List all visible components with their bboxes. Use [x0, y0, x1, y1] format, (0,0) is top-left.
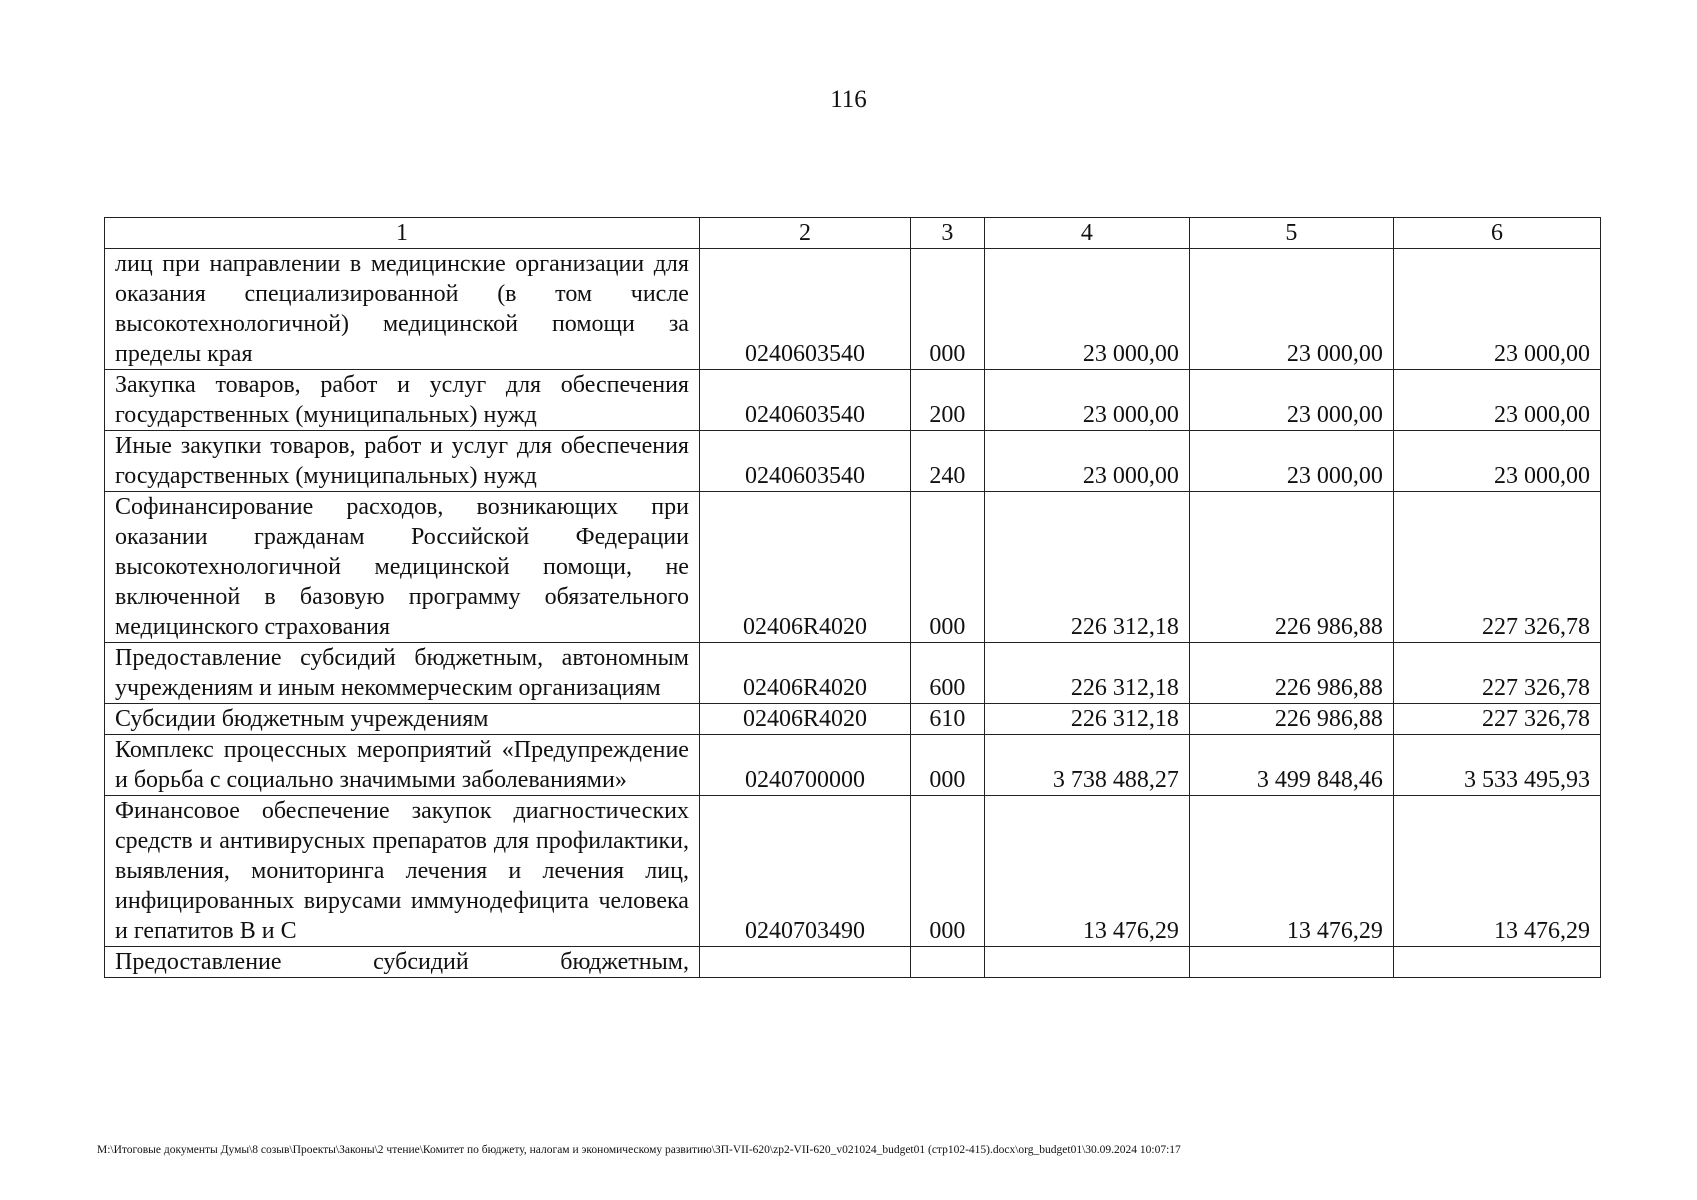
row-description: Финансовое обеспечение закупок диагностических средств и антивирусных препаратов для профилактики, выявления, мониторинга лечения и лечения лиц, инфицированных вирусами иммунодефицита человека и гепатитов В и С — [105, 796, 700, 947]
row-amount-1: 226 312,18 — [984, 643, 1189, 704]
budget-table — [104, 217, 1601, 978]
table-row — [105, 796, 1601, 947]
row-amount-2: 23 000,00 — [1189, 249, 1393, 370]
row-code: 02406R4020 — [699, 492, 910, 643]
row-amount-3: 3 533 495,93 — [1393, 735, 1600, 796]
row-amount-3: 227 326,78 — [1393, 643, 1600, 704]
table-row — [105, 492, 1601, 643]
column-header: 1 — [105, 218, 700, 249]
row-expense-kind: 000 — [911, 735, 985, 796]
row-expense-kind: 000 — [911, 249, 985, 370]
row-amount-3: 13 476,29 — [1393, 796, 1600, 947]
row-amount-3 — [1393, 947, 1600, 978]
row-amount-1: 23 000,00 — [984, 249, 1189, 370]
row-expense-kind: 200 — [911, 370, 985, 431]
table-row — [105, 431, 1601, 492]
row-code: 0240603540 — [699, 370, 910, 431]
column-header: 5 — [1189, 218, 1393, 249]
table-row — [105, 643, 1601, 704]
page-number: 116 — [830, 86, 867, 113]
row-code: 0240703490 — [699, 796, 910, 947]
row-expense-kind: 000 — [911, 492, 985, 643]
row-description: Предоставление субсидий бюджетным, — [105, 947, 700, 978]
row-amount-1: 13 476,29 — [984, 796, 1189, 947]
row-amount-1: 226 312,18 — [984, 704, 1189, 735]
column-header: 3 — [911, 218, 985, 249]
row-amount-1: 23 000,00 — [984, 431, 1189, 492]
row-code: 0240603540 — [699, 249, 910, 370]
row-expense-kind: 240 — [911, 431, 985, 492]
row-amount-2: 226 986,88 — [1189, 704, 1393, 735]
row-expense-kind — [911, 947, 985, 978]
row-amount-2: 13 476,29 — [1189, 796, 1393, 947]
table-header-row — [105, 218, 1601, 249]
row-amount-2: 23 000,00 — [1189, 431, 1393, 492]
table-row — [105, 370, 1601, 431]
row-amount-3: 23 000,00 — [1393, 249, 1600, 370]
row-amount-2: 3 499 848,46 — [1189, 735, 1393, 796]
row-amount-3: 227 326,78 — [1393, 704, 1600, 735]
row-amount-3: 23 000,00 — [1393, 431, 1600, 492]
row-amount-2 — [1189, 947, 1393, 978]
row-amount-1: 226 312,18 — [984, 492, 1189, 643]
row-code: 02406R4020 — [699, 704, 910, 735]
row-expense-kind: 600 — [911, 643, 985, 704]
row-code: 0240700000 — [699, 735, 910, 796]
row-description: Иные закупки товаров, работ и услуг для обеспечения государственных (муниципальных) нужд — [105, 431, 700, 492]
row-description: Комплекс процессных мероприятий «Предупреждение и борьба с социально значимыми заболеваниями» — [105, 735, 700, 796]
row-code: 0240603540 — [699, 431, 910, 492]
table-row — [105, 249, 1601, 370]
column-header: 6 — [1393, 218, 1600, 249]
row-description: Предоставление субсидий бюджетным, автономным учреждениям и иным некоммерческим организациям — [105, 643, 700, 704]
row-amount-2: 226 986,88 — [1189, 492, 1393, 643]
row-code — [699, 947, 910, 978]
row-amount-3: 227 326,78 — [1393, 492, 1600, 643]
row-description: лиц при направлении в медицинские организации для оказания специализированной (в том числе высокотехнологичной) медицинской помощи за пределы края — [105, 249, 700, 370]
row-amount-1: 3 738 488,27 — [984, 735, 1189, 796]
column-header: 4 — [984, 218, 1189, 249]
row-amount-1: 23 000,00 — [984, 370, 1189, 431]
row-expense-kind: 000 — [911, 796, 985, 947]
row-amount-3: 23 000,00 — [1393, 370, 1600, 431]
column-header: 2 — [699, 218, 910, 249]
row-amount-2: 23 000,00 — [1189, 370, 1393, 431]
row-amount-1 — [984, 947, 1189, 978]
row-code: 02406R4020 — [699, 643, 910, 704]
table-row — [105, 947, 1601, 978]
document-path-footer: M:\Итоговые документы Думы\8 созыв\Проекты\Законы\2 чтение\Комитет по бюджету, налогам и экономическому развитию\ЗП-VII-620\zp2-VII-620_v021024_budget01 (стр102-415).docx\org_budget01\30.09.2024 10:07:17 — [97, 1144, 1181, 1156]
row-description: Закупка товаров, работ и услуг для обеспечения государственных (муниципальных) нужд — [105, 370, 700, 431]
row-amount-2: 226 986,88 — [1189, 643, 1393, 704]
table-row — [105, 735, 1601, 796]
row-description: Софинансирование расходов, возникающих при оказании гражданам Российской Федерации высокотехнологичной медицинской помощи, не включенной в базовую программу обязательного медицинского страхования — [105, 492, 700, 643]
table-row — [105, 704, 1601, 735]
row-description: Субсидии бюджетным учреждениям — [105, 704, 700, 735]
row-expense-kind: 610 — [911, 704, 985, 735]
